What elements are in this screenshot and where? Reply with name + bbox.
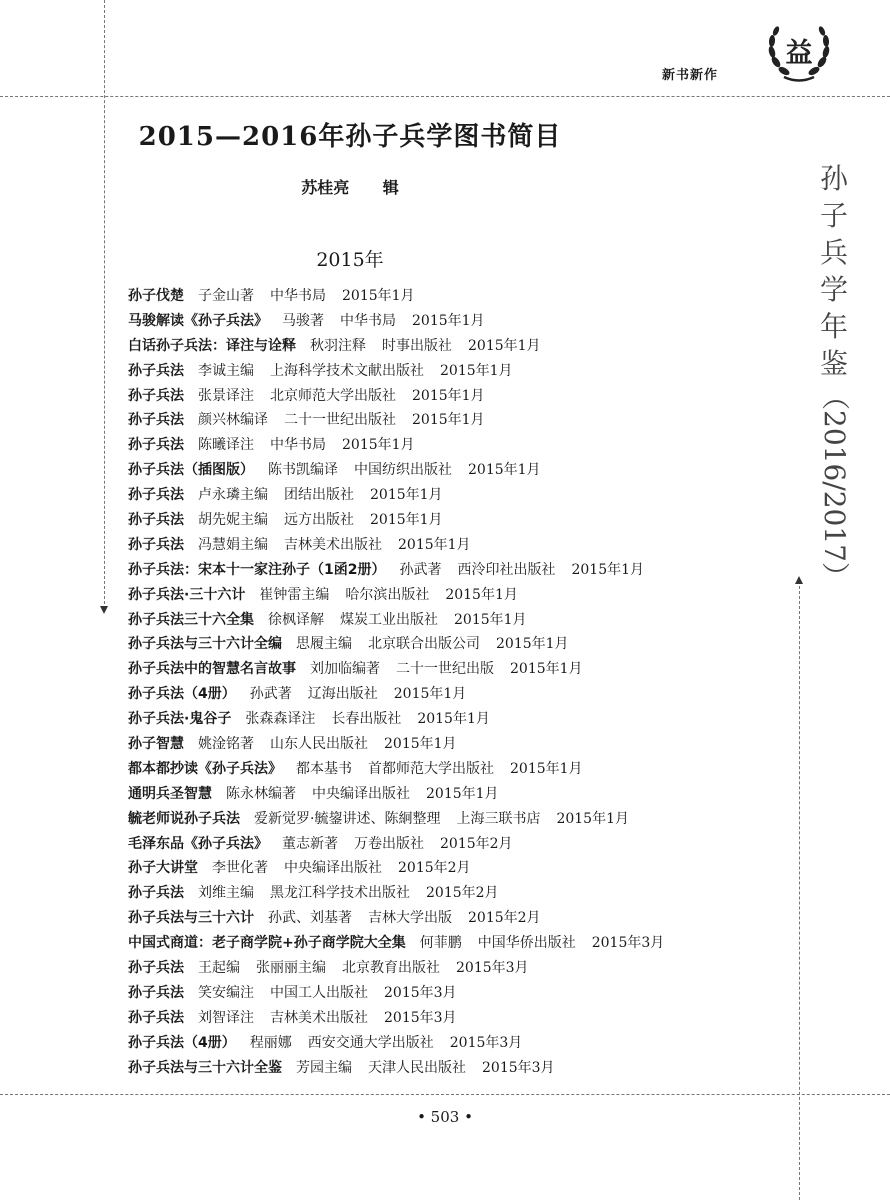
book-title: 孙子兵法: [128, 885, 184, 902]
book-title: 孙子兵法: [128, 536, 184, 553]
book-detail: 2015年3月: [384, 1009, 457, 1026]
book-entry: [128, 657, 768, 682]
book-entry: [128, 533, 768, 558]
book-detail: 崔钟雷主编: [259, 586, 330, 603]
book-detail: 刘智译注: [198, 1009, 254, 1026]
book-detail: 子金山著: [198, 288, 254, 304]
book-entry: [128, 608, 768, 633]
book-detail: 2015年1月: [342, 288, 415, 304]
book-detail: 2015年1月: [510, 760, 583, 777]
book-title: 马骏解读《孙子兵法》: [128, 312, 268, 329]
side-title: [816, 160, 852, 590]
book-detail: 首都师范大学出版社: [368, 760, 494, 777]
book-detail: 2015年3月: [384, 984, 457, 1001]
book-detail: 2015年1月: [556, 810, 629, 827]
book-detail: 山东人民出版社: [270, 736, 368, 753]
book-detail: 中国华侨出版社: [477, 935, 576, 952]
book-entry: [128, 433, 768, 458]
page-title: 2015—2016年孙子兵学图书简目: [138, 122, 562, 152]
book-detail: 马骏著: [282, 312, 324, 329]
book-detail: 2015年1月: [468, 337, 541, 354]
book-entry: [128, 408, 768, 433]
book-detail: 2015年2月: [426, 885, 499, 902]
book-title: 孙子大讲堂: [128, 860, 198, 877]
book-title: 孙子兵法（4册）: [128, 686, 236, 703]
book-title: 孙子兵法：宋本十一家注孙子（1函2册）: [128, 561, 386, 578]
book-detail: 孙武著: [249, 686, 292, 703]
book-entry: [128, 334, 768, 359]
book-detail: 李世化著: [212, 860, 268, 877]
book-detail: 徐枫译解: [268, 611, 324, 628]
book-detail: 2015年1月: [454, 611, 527, 628]
laurel-emblem-icon: [764, 22, 834, 86]
emblem-glyph: 益: [785, 38, 813, 69]
book-detail: 长春出版社: [331, 711, 402, 728]
book-entry: [128, 707, 768, 732]
book-detail: 陈书凯编译: [268, 462, 338, 479]
book-entry: [128, 856, 768, 881]
side-title-char: 鉴: [819, 347, 848, 380]
book-detail: 董志新著: [282, 835, 338, 852]
book-title: 毓老师说孙子兵法: [128, 810, 240, 827]
book-detail: 2015年1月: [426, 785, 499, 802]
book-title: 孙子兵法与三十六计: [128, 910, 254, 927]
book-detail: 中央编译出版社: [312, 785, 410, 802]
compiler-role: 辑: [382, 178, 399, 197]
book-entry: [128, 732, 768, 757]
book-title: 孙子兵法: [128, 512, 184, 529]
book-title: 孙子兵法·三十六计: [128, 586, 246, 603]
top-cut-line: [0, 96, 890, 97]
book-detail: 北京师范大学出版社: [270, 387, 396, 404]
book-entry: [128, 508, 768, 533]
book-detail: 卢永璘主编: [198, 487, 268, 504]
book-detail: 远方出版社: [284, 512, 354, 529]
bottom-cut-line: [0, 1094, 890, 1095]
right-cut-arrow: [795, 576, 803, 584]
compiler-line: [0, 175, 700, 198]
book-entry: [128, 981, 768, 1006]
book-title: 孙子智慧: [128, 736, 184, 753]
book-detail: 秋羽注释: [310, 337, 366, 354]
book-detail: 刘维主编: [198, 885, 254, 902]
book-title: 孙子兵法: [128, 984, 184, 1001]
book-entry: [128, 832, 768, 857]
book-entry: [128, 458, 768, 483]
book-detail: 2015年1月: [510, 661, 583, 678]
book-title: 孙子兵法中的智慧名言故事: [128, 661, 296, 678]
book-detail: 何菲鹏: [419, 935, 462, 952]
book-detail: 2015年3月: [449, 1034, 523, 1051]
book-detail: 中华书局: [270, 288, 326, 304]
book-title: 孙子兵法·鬼谷子: [128, 711, 232, 728]
book-detail: 时事出版社: [382, 337, 452, 354]
book-detail: 2015年1月: [370, 487, 443, 504]
book-detail: 刘加临编著: [310, 661, 380, 678]
book-detail: 孙武、刘基著: [268, 910, 352, 927]
book-detail: 2015年2月: [440, 835, 513, 852]
book-title: 孙子兵法: [128, 412, 184, 429]
book-title: 通明兵圣智慧: [128, 785, 212, 802]
book-detail: 辽海出版社: [307, 686, 378, 703]
book-detail: 二十一世纪出版社: [284, 412, 396, 429]
side-title-char: 孙: [819, 162, 848, 195]
book-entry: [128, 956, 768, 981]
book-detail: 都本基书: [296, 760, 352, 777]
book-detail: 团结出版社: [284, 487, 354, 504]
compiler-name: 苏桂亮: [301, 178, 350, 197]
book-title: 孙子兵法: [128, 1009, 184, 1026]
book-entry: [128, 483, 768, 508]
book-detail: 2015年1月: [370, 512, 443, 529]
left-cut-arrow: [100, 606, 108, 614]
book-detail: 2015年1月: [412, 412, 485, 429]
book-title: 都本都抄读《孙子兵法》: [128, 760, 282, 777]
book-detail: 2015年3月: [591, 935, 665, 952]
book-detail: 哈尔滨出版社: [345, 586, 430, 603]
book-detail: 程丽娜: [249, 1034, 292, 1051]
book-detail: 冯慧娟主编: [198, 536, 268, 553]
side-title-subtitle: （2016/2017）: [818, 382, 851, 590]
book-entry: [128, 632, 768, 657]
side-title-char: 学: [819, 273, 848, 306]
book-detail: 吉林美术出版社: [284, 536, 382, 553]
side-title-char: 兵: [819, 236, 848, 269]
book-detail: 思履主编: [296, 636, 352, 653]
book-detail: 芳园主编: [296, 1059, 352, 1076]
book-entry: [128, 757, 768, 782]
book-detail: 张景译注: [198, 387, 254, 404]
book-detail: 西泠印社出版社: [457, 561, 556, 578]
book-title: 孙子兵法: [128, 960, 184, 977]
book-entry: [128, 558, 768, 583]
book-title: 孙子兵法与三十六计全编: [128, 636, 282, 653]
section-label: 新书新作: [662, 68, 719, 83]
book-title: 孙子兵法（插图版）: [128, 462, 254, 479]
book-title: 孙子兵法: [128, 387, 184, 404]
book-entry: [128, 309, 768, 334]
book-entry: [128, 881, 768, 906]
book-detail: 2015年2月: [468, 910, 541, 927]
page-number: • 503 •: [417, 1108, 473, 1126]
book-detail: 笑安编注: [198, 984, 254, 1001]
book-entry: [128, 906, 768, 931]
book-detail: 中国纺织出版社: [354, 462, 452, 479]
book-detail: 2015年1月: [417, 711, 490, 728]
book-entry: [128, 284, 768, 309]
book-detail: 2015年1月: [342, 437, 415, 454]
book-entry: [128, 1006, 768, 1031]
book-detail: 上海科学技术文献出版社: [270, 362, 424, 379]
book-detail: 2015年1月: [468, 462, 541, 479]
book-detail: 天津人民出版社: [368, 1059, 466, 1076]
book-detail: 2015年1月: [440, 362, 513, 379]
book-detail: 爱新觉罗·毓鋆讲述、陈絅整理: [254, 810, 441, 827]
book-title: 白话孙子兵法：译注与诠释: [128, 337, 296, 354]
book-detail: 二十一世纪出版: [396, 661, 494, 678]
book-detail: 2015年1月: [412, 312, 485, 329]
book-detail: 2015年1月: [445, 586, 518, 603]
side-title-char: 子: [819, 199, 848, 232]
book-detail: 颜兴林编译: [198, 412, 268, 429]
book-entry: [128, 583, 768, 608]
book-detail: 吉林大学出版: [368, 910, 452, 927]
book-detail: 陈永林编著: [226, 785, 296, 802]
book-detail: 2015年3月: [482, 1059, 555, 1076]
book-detail: 上海三联书店: [456, 810, 541, 827]
book-entry: [128, 1031, 768, 1056]
book-detail: 北京教育出版社: [342, 960, 440, 977]
book-entry: [128, 931, 768, 956]
book-entry: [128, 682, 768, 707]
book-detail: 中央编译出版社: [284, 860, 382, 877]
book-entry: [128, 1056, 768, 1081]
book-title: 孙子兵法与三十六计全鉴: [128, 1059, 282, 1076]
book-detail: 2015年1月: [496, 636, 569, 653]
book-entry: [128, 384, 768, 409]
book-detail: 北京联合出版公司: [368, 636, 480, 653]
book-detail: 李诚主编: [198, 362, 254, 379]
book-detail: 胡先妮主编: [198, 512, 268, 529]
book-title: 孙子兵法三十六全集: [128, 611, 254, 628]
book-detail: 黑龙江科学技术出版社: [270, 885, 410, 902]
book-entry: [128, 807, 768, 832]
book-title: 孙子兵法（4册）: [128, 1034, 236, 1051]
book-detail: 中国工人出版社: [270, 984, 368, 1001]
book-title: 孙子兵法: [128, 437, 184, 454]
book-detail: 2015年1月: [384, 736, 457, 753]
book-detail: 陈曦译注: [198, 437, 254, 454]
book-title: 孙子兵法: [128, 362, 184, 379]
book-detail: 王起编: [198, 960, 240, 977]
book-detail: 中华书局: [340, 312, 396, 329]
book-detail: 万卷出版社: [354, 835, 424, 852]
book-detail: 孙武著: [399, 561, 442, 578]
book-detail: 煤炭工业出版社: [340, 611, 438, 628]
book-title: 孙子伐楚: [128, 288, 184, 304]
book-detail: 张丽丽主编: [256, 960, 326, 977]
book-detail: 2015年2月: [398, 860, 471, 877]
book-entry: [128, 782, 768, 807]
book-list: [128, 284, 768, 1081]
year-heading: 2015年: [316, 249, 384, 271]
book-detail: 中华书局: [270, 437, 326, 454]
book-detail: 姚淦铭著: [198, 736, 254, 753]
book-detail: 2015年1月: [571, 561, 645, 578]
book-detail: 吉林美术出版社: [270, 1009, 368, 1026]
book-detail: 2015年3月: [456, 960, 529, 977]
book-detail: 张森森译注: [245, 711, 316, 728]
book-detail: 2015年1月: [393, 686, 467, 703]
left-cut-line: [104, 0, 105, 604]
book-detail: 2015年1月: [398, 536, 471, 553]
book-detail: 西安交通大学出版社: [307, 1034, 434, 1051]
book-title: 毛泽东品《孙子兵法》: [128, 835, 268, 852]
book-title: 孙子兵法: [128, 487, 184, 504]
book-title: 中国式商道：老子商学院+孙子商学院大全集: [128, 935, 406, 952]
book-entry: [128, 359, 768, 384]
book-detail: 2015年1月: [412, 387, 485, 404]
side-title-char: 年: [819, 310, 848, 343]
